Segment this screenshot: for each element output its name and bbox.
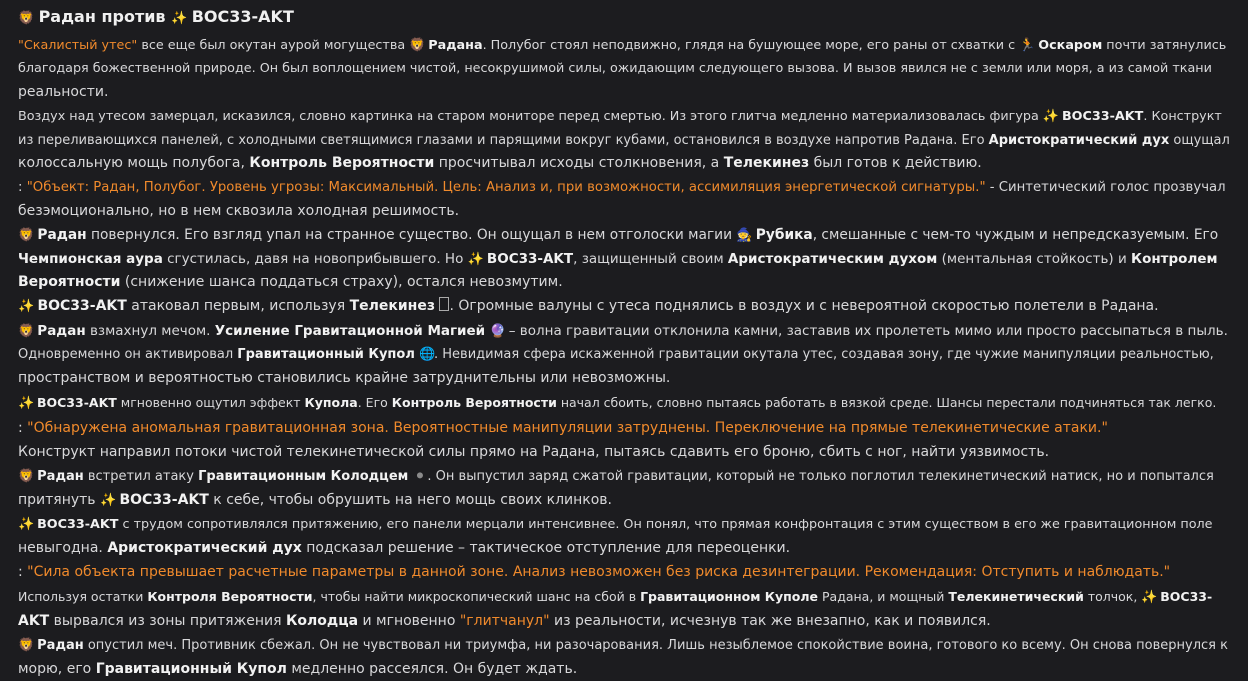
missing-glyph-icon [439,297,449,311]
crystal-ball-icon: 🔮 [489,323,506,339]
lion-face-icon: 🦁 [18,469,35,485]
lion-face-icon: 🦁 [18,638,35,654]
lion-face-icon: 🦁 [409,38,426,53]
story-title [18,4,1234,30]
paragraph-5: ✨ BOC33-AKT атаковал первым, используя Телекинез . Огромные валуны с утеса поднялись в воздух и с невероятной скоростью полетели в Радана. [18,295,1234,318]
lion-face-icon: 🦁 [18,228,35,244]
paragraph-10: 🦁 Радан встретил атаку Гравитационным Колодцем ⚫ . Он выпустил заряд сжатой гравитации, который не только поглотил телекинетический натиск, но и попытался притянуть ✨ BOC33-AKT к себе, чтобы обрушить на него мощь своих клинков. [18,465,1234,512]
paragraph-2: Воздух над утесом замерцал, исказился, словно картинка на старом мониторе перед смертью. Из этого глитча медленно материализовалась фигура ✨ BOC33-AKT. Конструкт из переливающихся панелей, с холодными светящимися глазами и парящими вокруг кубами, остановился в воздухе напротив Радана. Его Аристократический дух ощущал колоссальную мощь полубога, Контроль Вероятности просчитывал исходы столкновения, а Телекинез был готов к действию. [18,105,1234,175]
paragraph-11: ✨ BOC33-AKT с трудом сопротивлялся притяжению, его панели мерцали интенсивнее. Он понял, что прямая конфронтация с этим существом в его же гравитационном поле невыгодна. Аристократический дух подсказал решение – тактическое отступление для переоценки. [18,513,1234,560]
paragraph-9: Конструкт направил потоки чистой телекинетической силы прямо на Радана, пытаясь сдавить его броню, сбить с ног, найти уязвимость. [18,443,1050,460]
sparkles-icon: ✨ [18,517,35,533]
sparkles-icon: ✨ [100,492,117,508]
paragraph-14: 🦁 Радан опустил меч. Противник сбежал. Он не чувствовал ни триумфа, ни разочарования. Лишь незыблемое спокойствие воина, готового ко всему. Он снова повернулся к морю, его Гравитационный Купол медленно рассеялся. Он будет ждать. [18,634,1234,681]
title-radan: Радан против [38,7,166,26]
paragraph-13: Используя остатки Контроля Вероятности, чтобы найти микроскопический шанс на сбой в Гравитационном Куполе Радана, и мощный Телекинетический толчок, ✨ BOC33- AKT вырвался из зоны притяжения Колодца и мгновенно "глитчанул" из реальности, исчезнув так же внезапно, как и появился. [18,585,1234,633]
title-boc: BOC33-AKT [191,7,294,26]
globe-icon: 🌐 [419,347,436,363]
lion-face-icon: 🦁 [18,323,35,339]
lion-face-icon: 🦁 [18,11,35,26]
paragraph-3: : "Объект: Радан, Полубог. Уровень угрозы: Максимальный. Цель: Анализ и, при возможности, ассимиляция энергетической сигнатуры." - Синтетический голос прозвучал безэмоционально, но в нем сквозила холодная решимость. [18,180,1226,219]
sparkles-icon: ✨ [18,396,35,412]
paragraph-8: : "Обнаружена аномальная гравитационная зона. Вероятностные манипуляции затруднены. Переключение на прямые телекинетические атаки." [18,419,1108,436]
paragraph-12: : "Сила объекта превышает расчетные параметры в данной зоне. Анализ невозможен без риска дезинтеграции. Рекомендация: Отступить и наблюдать." [18,563,1171,580]
mage-icon: 🧙 [736,228,753,244]
sparkles-icon: ✨ [1042,109,1060,125]
sparkles-icon: ✨ [171,11,188,26]
runner-icon: 🏃 [1019,38,1036,53]
paragraph-4: 🦁 Радан повернулся. Его взгляд упал на странное существо. Он ощущал в нем отголоски магии 🧙 Рубика, смешанные с чем-то чуждым и непредсказуемым. Его Чемпионская аура сгустилась, давя на новоприбывшего. Но ✨ BOC33-AKT, защищенный своим Аристократическим духом (ментальная стойкость) и Контролем Вероятности (снижение шанса поддаться страху), остался невозмутим. [18,224,1234,294]
paragraph-1: "Скалистый утес" все еще был окутан аурой могущества 🦁 Радана. Полубог стоял неподвижно, глядя на бушующее море, его раны от схватки с 🏃 Оскаром почти затянулись благодаря божественной природе. Он был воплощением чистой, несокрушимой силы, ожидающим следующего вызова. И вызов явился не с земли или моря, а из самой ткани реальности. [18,34,1234,104]
sparkles-icon: ✨ [18,299,35,315]
sparkles-icon: ✨ [1141,590,1158,606]
sparkles-icon: ✨ [467,251,484,267]
paragraph-6: 🦁 Радан взмахнул мечом. Усиление Гравитационной Магией 🔮 – волна гравитации отклонила камни, заставив их пролететь мимо или просто рассыпаться в пыль. Одновременно он активировал Гравитационный Купол 🌐. Невидимая сфера искаженной гравитации окутала утес, создавая зону, где чужие манипуляции реальностью, пространством и вероятностью становились крайне затруднительны или невозможны. [18,320,1234,390]
paragraph-7: ✨ BOC33-AKT мгновенно ощутил эффект Купола. Его Контроль Вероятности начал сбоить, словно пытаясь работать в вязкой среде. Шансы перестали подчиняться так легко. [18,391,1234,415]
black-circle-icon: ⚫ [414,469,426,485]
